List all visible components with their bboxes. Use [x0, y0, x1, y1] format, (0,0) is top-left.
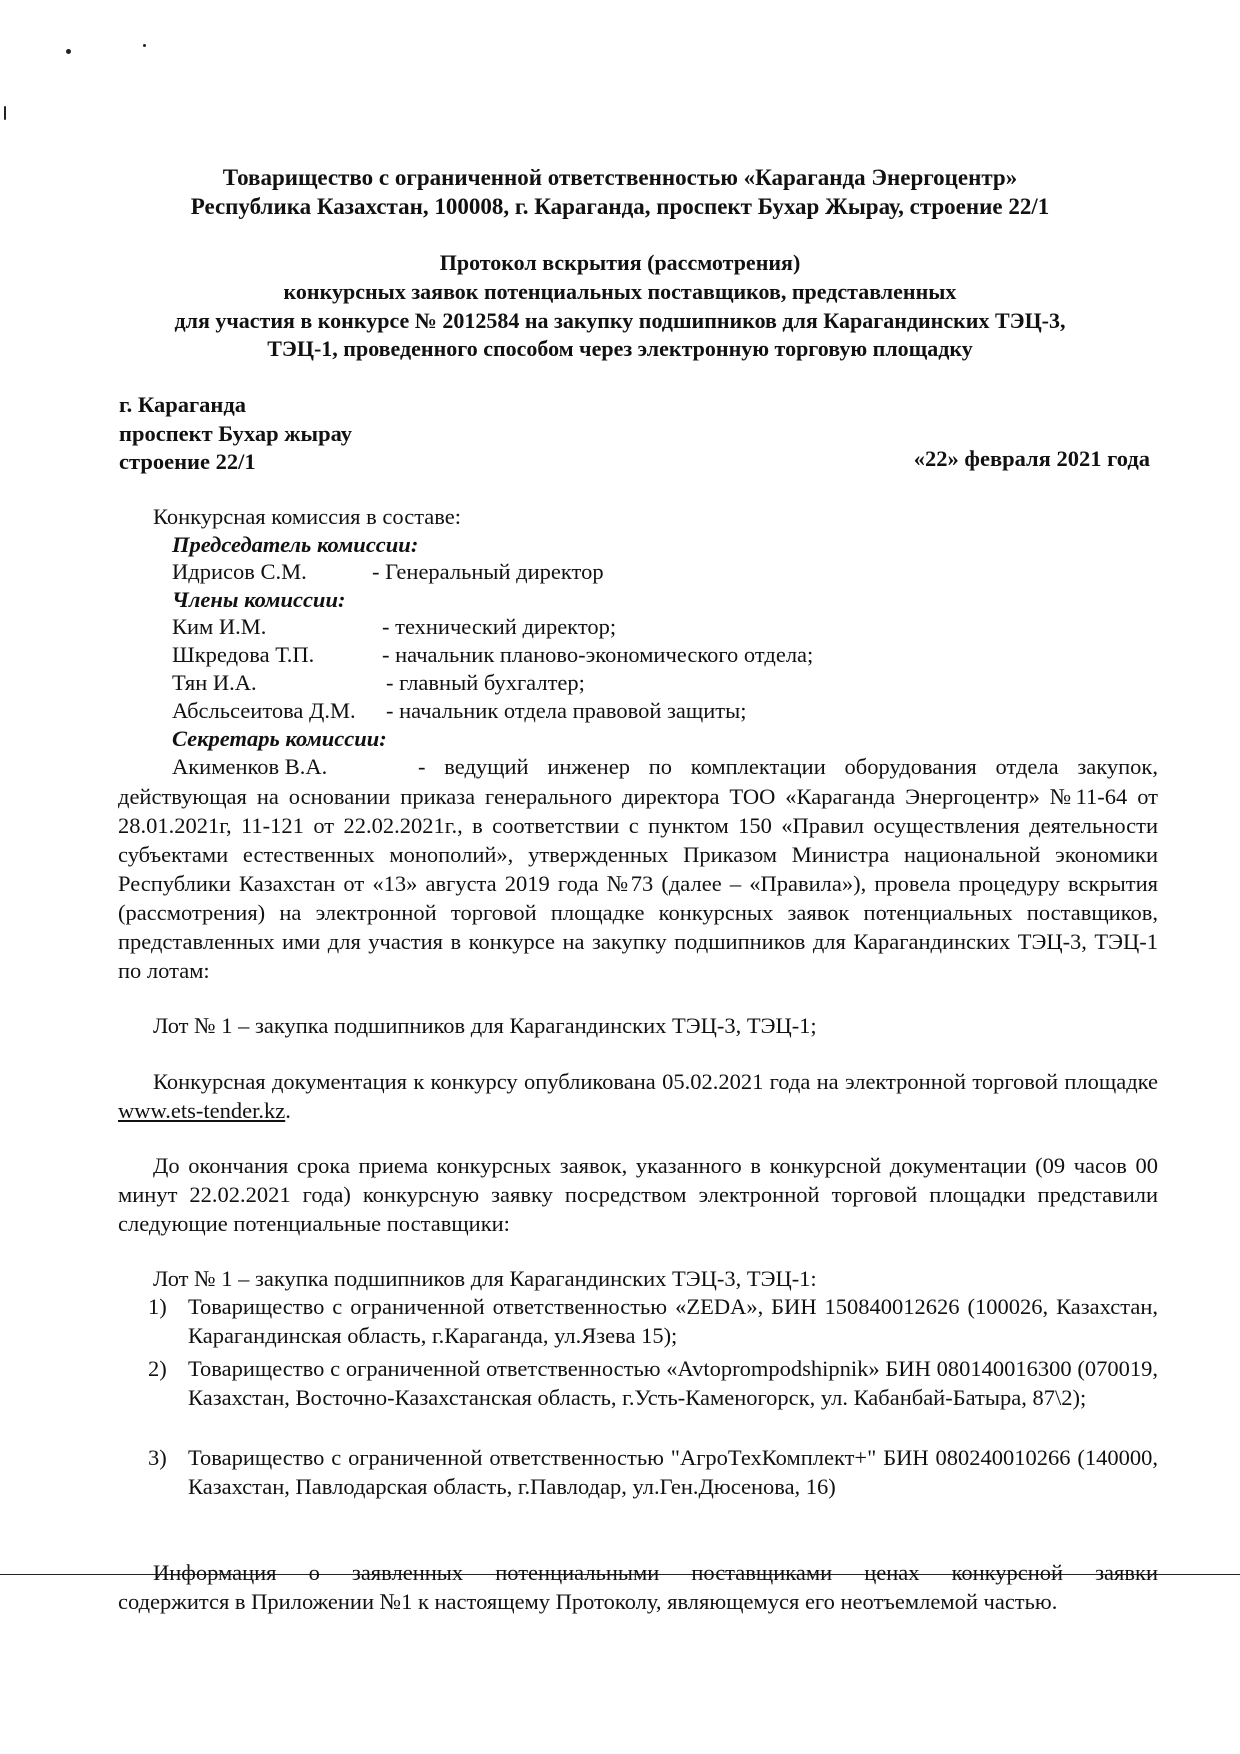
protocol-subtitle-2: для участия в конкурсе № 2012584 на закупку подшипников для Карагандинских ТЭЦ-3, — [174, 308, 1066, 333]
supplier-item — [0, 1443, 1240, 1503]
secretary-role: - ведущий инженер по комплектации оборудования отдела закупок, — [418, 754, 1158, 779]
secretary-heading: Секретарь комиссии: — [172, 726, 387, 751]
members-heading: Члены комиссии: — [172, 587, 346, 612]
secretary-paragraph: действующая на основании приказа генерального директора ТОО «Караганда Энергоцентр» №11-64 от 28.01.2021г, 11-121 от 22.02.2021г., в соответствии с пунктом 150 «Правил осуществления деятельности субъектами естественных монополий», утвержденных Приказом Министра национальной экономики Республики Казахстан от «13» августа 2019 года №73 (далее – «Правила»), провела процедуру вскрытия (рассмотрения) на электронной торговой площадке конкурсных заявок потенциальных поставщиков, представленных ими для участия в конкурсе на закупку подшипников для Карагандинских ТЭЦ-3, ТЭЦ-1 по лотам: — [118, 784, 1158, 983]
info-line-1: Информация о заявленных потенциальными поставщиками ценах конкурсной заявки — [153, 1560, 1158, 1585]
scan-speck — [66, 49, 71, 54]
org-address: Республика Казахстан, 100008, г. Караганда, проспект Бухар Жырау, строение 22/1 — [190, 194, 1050, 219]
commission-intro: Конкурсная комиссия в составе: — [153, 504, 462, 529]
ets-tender-link[interactable]: www.ets-tender.kz — [118, 1098, 286, 1123]
supplier-text: Товарищество с ограниченной ответственностью «Avtoprompodshipnik» БИН 080140016300 (070019, Казахстан, Восточно-Казахстанская область, г.Усть-Каменогорск, ул. Кабанбай-Батыра, 87\2); — [188, 1356, 1158, 1410]
place-building: строение 22/1 — [119, 449, 256, 474]
scan-speck — [4, 106, 6, 120]
place-city: г. Караганда — [119, 392, 247, 417]
supplier-item — [0, 1354, 1240, 1444]
protocol-title: Протокол вскрытия (рассмотрения) — [439, 250, 801, 275]
published-text: Конкурсная документация к конкурсу опубликована 05.02.2021 года на электронной торговой площадке — [153, 1069, 1158, 1094]
protocol-subtitle-1: конкурсных заявок потенциальных поставщиков, представленных — [283, 279, 957, 304]
deadline-paragraph: До окончания срока приема конкурсных заявок, указанного в конкурсной документации (09 часов 00 минут 22.02.2021 года) конкурсную заявку посредством электронной торговой площадки представили следующие потенциальные поставщики: — [118, 1153, 1158, 1236]
info-line-2: содержится в Приложении №1 к настоящему Протоколу, являющемуся его неотъемлемой частью. — [118, 1589, 1058, 1614]
supplier-item — [0, 1292, 1240, 1352]
member-name: Абсльсеитова Д.М. — [172, 698, 356, 723]
protocol-subtitle-3: ТЭЦ-1, проведенного способом через электронную торговую площадку — [267, 336, 973, 361]
lot-1-suppliers-heading: Лот № 1 – закупка подшипников для Карагандинских ТЭЦ-3, ТЭЦ-1: — [153, 1266, 817, 1291]
secretary-name: Акименков В.А. — [172, 754, 328, 779]
place-street: проспект Бухар жырау — [119, 421, 352, 446]
member-name: Шкредова Т.П. — [172, 642, 315, 667]
document-date: «22» февраля 2021 года — [913, 446, 1150, 471]
published-paragraph — [118, 1067, 1158, 1125]
supplier-text: Товарищество с ограниченной ответственностью "АгроТехКомплект+" БИН 080240010266 (140000, Казахстан, Павлодарская область, г.Павлодар, ул.Ген.Дюсенова, 16) — [188, 1445, 1158, 1499]
supplier-number: 1) — [148, 1294, 167, 1319]
chair-name: Идрисов С.М. — [172, 559, 307, 584]
member-role: - начальник отдела правовой защиты; — [386, 698, 747, 723]
scan-speck — [143, 44, 146, 47]
member-role: - главный бухгалтер; — [386, 670, 585, 695]
chair-role: - Генеральный директор — [372, 559, 604, 584]
supplier-text: Товарищество с ограниченной ответственностью «ZEDA», БИН 150840012626 (100026, Казахстан, Карагандинская область, г.Караганда, ул.Язева 15); — [188, 1294, 1158, 1348]
lot-1-line: Лот № 1 – закупка подшипников для Карагандинских ТЭЦ-3, ТЭЦ-1; — [153, 1013, 817, 1038]
chair-heading: Председатель комиссии: — [172, 532, 419, 557]
org-name: Товарищество с ограниченной ответственностью «Караганда Энергоцентр» — [222, 165, 1018, 190]
supplier-number: 3) — [148, 1445, 167, 1470]
member-role: - технический директор; — [382, 614, 617, 639]
member-name: Тян И.А. — [172, 670, 257, 695]
member-name: Ким И.М. — [172, 614, 267, 639]
supplier-number: 2) — [148, 1356, 167, 1381]
member-role: - начальник планово-экономического отдела; — [382, 642, 814, 667]
published-end: . — [285, 1098, 291, 1123]
